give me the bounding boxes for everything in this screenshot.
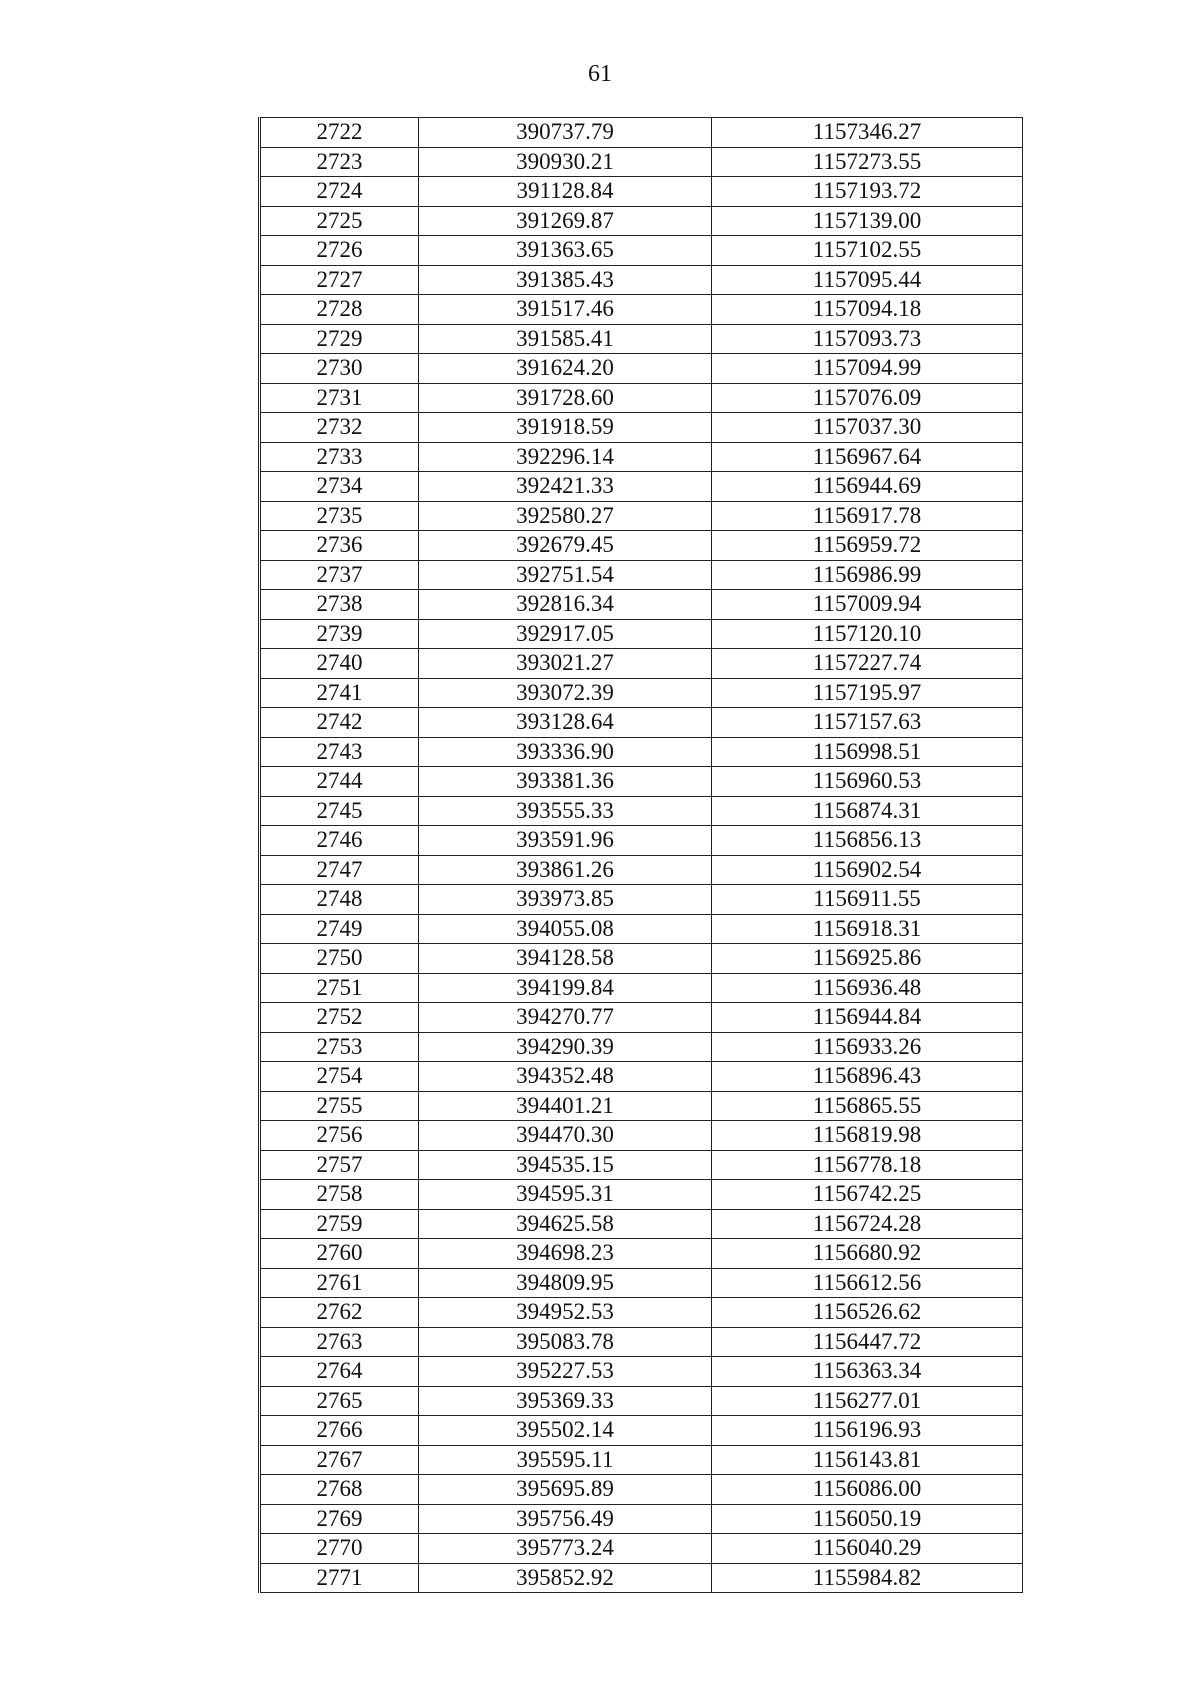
table-row [260, 236, 1023, 266]
y-coordinate-cell: 1156724.28 [712, 1209, 1023, 1239]
x-coordinate-cell: 392296.14 [419, 442, 712, 472]
y-coordinate-cell: 1156944.84 [712, 1003, 1023, 1033]
point-number-cell: 2764 [260, 1357, 419, 1387]
x-coordinate-cell: 392679.45 [419, 531, 712, 561]
table-row [260, 1003, 1023, 1033]
y-coordinate-cell: 1156680.92 [712, 1239, 1023, 1269]
table-row [260, 1209, 1023, 1239]
y-coordinate-cell: 1157273.55 [712, 147, 1023, 177]
y-coordinate-cell: 1156925.86 [712, 944, 1023, 974]
table-row [260, 324, 1023, 354]
x-coordinate-cell: 394199.84 [419, 973, 712, 1003]
y-coordinate-cell: 1156277.01 [712, 1386, 1023, 1416]
point-number-cell: 2734 [260, 472, 419, 502]
point-number-cell: 2730 [260, 354, 419, 384]
point-number-cell: 2759 [260, 1209, 419, 1239]
point-number-cell: 2742 [260, 708, 419, 738]
x-coordinate-cell: 390930.21 [419, 147, 712, 177]
y-coordinate-cell: 1156933.26 [712, 1032, 1023, 1062]
point-number-cell: 2743 [260, 737, 419, 767]
y-coordinate-cell: 1156944.69 [712, 472, 1023, 502]
x-coordinate-cell: 393021.27 [419, 649, 712, 679]
x-coordinate-cell: 394290.39 [419, 1032, 712, 1062]
point-number-cell: 2767 [260, 1445, 419, 1475]
table-row [260, 914, 1023, 944]
point-number-cell: 2750 [260, 944, 419, 974]
point-number-cell: 2752 [260, 1003, 419, 1033]
table-row [260, 1357, 1023, 1387]
x-coordinate-cell: 394470.30 [419, 1121, 712, 1151]
table-row [260, 1416, 1023, 1446]
y-coordinate-cell: 1157102.55 [712, 236, 1023, 266]
y-coordinate-cell: 1156612.56 [712, 1268, 1023, 1298]
table-row [260, 1121, 1023, 1151]
x-coordinate-cell: 391517.46 [419, 295, 712, 325]
table-row [260, 1268, 1023, 1298]
x-coordinate-cell: 392580.27 [419, 501, 712, 531]
point-number-cell: 2747 [260, 855, 419, 885]
x-coordinate-cell: 393861.26 [419, 855, 712, 885]
table-row [260, 1150, 1023, 1180]
x-coordinate-cell: 394128.58 [419, 944, 712, 974]
x-coordinate-cell: 395502.14 [419, 1416, 712, 1446]
point-number-cell: 2735 [260, 501, 419, 531]
x-coordinate-cell: 393973.85 [419, 885, 712, 915]
y-coordinate-cell: 1156363.34 [712, 1357, 1023, 1387]
table-row [260, 472, 1023, 502]
x-coordinate-cell: 391363.65 [419, 236, 712, 266]
point-number-cell: 2771 [260, 1563, 419, 1593]
point-number-cell: 2740 [260, 649, 419, 679]
point-number-cell: 2761 [260, 1268, 419, 1298]
x-coordinate-cell: 394952.53 [419, 1298, 712, 1328]
table-row [260, 1298, 1023, 1328]
point-number-cell: 2746 [260, 826, 419, 856]
x-coordinate-cell: 391918.59 [419, 413, 712, 443]
x-coordinate-cell: 395756.49 [419, 1504, 712, 1534]
x-coordinate-cell: 391269.87 [419, 206, 712, 236]
y-coordinate-cell: 1156998.51 [712, 737, 1023, 767]
y-coordinate-cell: 1156874.31 [712, 796, 1023, 826]
y-coordinate-cell: 1156967.64 [712, 442, 1023, 472]
x-coordinate-cell: 394535.15 [419, 1150, 712, 1180]
y-coordinate-cell: 1156918.31 [712, 914, 1023, 944]
point-number-cell: 2758 [260, 1180, 419, 1210]
point-number-cell: 2756 [260, 1121, 419, 1151]
x-coordinate-cell: 392816.34 [419, 590, 712, 620]
y-coordinate-cell: 1157346.27 [712, 118, 1023, 148]
table-row [260, 678, 1023, 708]
y-coordinate-cell: 1156040.29 [712, 1534, 1023, 1564]
y-coordinate-cell: 1156742.25 [712, 1180, 1023, 1210]
point-number-cell: 2748 [260, 885, 419, 915]
coordinates-table-body [260, 118, 1023, 1593]
table-row [260, 885, 1023, 915]
point-number-cell: 2732 [260, 413, 419, 443]
table-row [260, 619, 1023, 649]
y-coordinate-cell: 1156917.78 [712, 501, 1023, 531]
table-row [260, 649, 1023, 679]
y-coordinate-cell: 1157094.99 [712, 354, 1023, 384]
table-row [260, 560, 1023, 590]
point-number-cell: 2757 [260, 1150, 419, 1180]
y-coordinate-cell: 1156050.19 [712, 1504, 1023, 1534]
x-coordinate-cell: 391128.84 [419, 177, 712, 207]
table-row [260, 1504, 1023, 1534]
point-number-cell: 2755 [260, 1091, 419, 1121]
point-number-cell: 2770 [260, 1534, 419, 1564]
point-number-cell: 2765 [260, 1386, 419, 1416]
x-coordinate-cell: 395773.24 [419, 1534, 712, 1564]
table-row [260, 1091, 1023, 1121]
point-number-cell: 2744 [260, 767, 419, 797]
table-row [260, 442, 1023, 472]
x-coordinate-cell: 391585.41 [419, 324, 712, 354]
table-row [260, 796, 1023, 826]
table-row [260, 1563, 1023, 1593]
table-row [260, 1180, 1023, 1210]
table-row [260, 354, 1023, 384]
x-coordinate-cell: 394595.31 [419, 1180, 712, 1210]
x-coordinate-cell: 392751.54 [419, 560, 712, 590]
x-coordinate-cell: 393591.96 [419, 826, 712, 856]
point-number-cell: 2736 [260, 531, 419, 561]
x-coordinate-cell: 394270.77 [419, 1003, 712, 1033]
page-number: 61 [588, 61, 612, 87]
point-number-cell: 2733 [260, 442, 419, 472]
table-row [260, 413, 1023, 443]
y-coordinate-cell: 1156936.48 [712, 973, 1023, 1003]
y-coordinate-cell: 1157009.94 [712, 590, 1023, 620]
point-number-cell: 2724 [260, 177, 419, 207]
table-row [260, 1032, 1023, 1062]
y-coordinate-cell: 1156143.81 [712, 1445, 1023, 1475]
y-coordinate-cell: 1157227.74 [712, 649, 1023, 679]
y-coordinate-cell: 1156896.43 [712, 1062, 1023, 1092]
x-coordinate-cell: 392917.05 [419, 619, 712, 649]
table-row [260, 1386, 1023, 1416]
table-row [260, 1534, 1023, 1564]
table-row [260, 590, 1023, 620]
table-row [260, 206, 1023, 236]
y-coordinate-cell: 1156856.13 [712, 826, 1023, 856]
x-coordinate-cell: 390737.79 [419, 118, 712, 148]
y-coordinate-cell: 1157094.18 [712, 295, 1023, 325]
coordinates-table [258, 117, 1023, 1593]
table-row [260, 1062, 1023, 1092]
x-coordinate-cell: 394809.95 [419, 1268, 712, 1298]
y-coordinate-cell: 1156086.00 [712, 1475, 1023, 1505]
table-row [260, 855, 1023, 885]
point-number-cell: 2738 [260, 590, 419, 620]
x-coordinate-cell: 395369.33 [419, 1386, 712, 1416]
table-row [260, 1327, 1023, 1357]
x-coordinate-cell: 395695.89 [419, 1475, 712, 1505]
point-number-cell: 2726 [260, 236, 419, 266]
point-number-cell: 2729 [260, 324, 419, 354]
y-coordinate-cell: 1156196.93 [712, 1416, 1023, 1446]
y-coordinate-cell: 1156865.55 [712, 1091, 1023, 1121]
point-number-cell: 2725 [260, 206, 419, 236]
y-coordinate-cell: 1156960.53 [712, 767, 1023, 797]
x-coordinate-cell: 393336.90 [419, 737, 712, 767]
table-row [260, 1445, 1023, 1475]
point-number-cell: 2769 [260, 1504, 419, 1534]
point-number-cell: 2766 [260, 1416, 419, 1446]
table-row [260, 531, 1023, 561]
table-row [260, 767, 1023, 797]
y-coordinate-cell: 1156819.98 [712, 1121, 1023, 1151]
x-coordinate-cell: 391385.43 [419, 265, 712, 295]
y-coordinate-cell: 1155984.82 [712, 1563, 1023, 1593]
y-coordinate-cell: 1157037.30 [712, 413, 1023, 443]
y-coordinate-cell: 1156959.72 [712, 531, 1023, 561]
x-coordinate-cell: 391728.60 [419, 383, 712, 413]
y-coordinate-cell: 1156526.62 [712, 1298, 1023, 1328]
point-number-cell: 2762 [260, 1298, 419, 1328]
point-number-cell: 2753 [260, 1032, 419, 1062]
table-row [260, 737, 1023, 767]
y-coordinate-cell: 1156986.99 [712, 560, 1023, 590]
point-number-cell: 2745 [260, 796, 419, 826]
y-coordinate-cell: 1156902.54 [712, 855, 1023, 885]
y-coordinate-cell: 1157095.44 [712, 265, 1023, 295]
x-coordinate-cell: 393381.36 [419, 767, 712, 797]
point-number-cell: 2760 [260, 1239, 419, 1269]
x-coordinate-cell: 394401.21 [419, 1091, 712, 1121]
table-row [260, 973, 1023, 1003]
y-coordinate-cell: 1156911.55 [712, 885, 1023, 915]
y-coordinate-cell: 1157157.63 [712, 708, 1023, 738]
point-number-cell: 2768 [260, 1475, 419, 1505]
point-number-cell: 2727 [260, 265, 419, 295]
table-row [260, 383, 1023, 413]
point-number-cell: 2763 [260, 1327, 419, 1357]
table-row [260, 1239, 1023, 1269]
point-number-cell: 2749 [260, 914, 419, 944]
x-coordinate-cell: 395852.92 [419, 1563, 712, 1593]
table-row [260, 147, 1023, 177]
point-number-cell: 2737 [260, 560, 419, 590]
table-row [260, 944, 1023, 974]
x-coordinate-cell: 393555.33 [419, 796, 712, 826]
y-coordinate-cell: 1157076.09 [712, 383, 1023, 413]
table-row [260, 501, 1023, 531]
y-coordinate-cell: 1157139.00 [712, 206, 1023, 236]
point-number-cell: 2739 [260, 619, 419, 649]
x-coordinate-cell: 393128.64 [419, 708, 712, 738]
table-row [260, 708, 1023, 738]
point-number-cell: 2741 [260, 678, 419, 708]
table-row [260, 177, 1023, 207]
x-coordinate-cell: 395595.11 [419, 1445, 712, 1475]
y-coordinate-cell: 1156447.72 [712, 1327, 1023, 1357]
point-number-cell: 2751 [260, 973, 419, 1003]
x-coordinate-cell: 395083.78 [419, 1327, 712, 1357]
x-coordinate-cell: 394055.08 [419, 914, 712, 944]
y-coordinate-cell: 1157193.72 [712, 177, 1023, 207]
point-number-cell: 2723 [260, 147, 419, 177]
point-number-cell: 2731 [260, 383, 419, 413]
point-number-cell: 2754 [260, 1062, 419, 1092]
x-coordinate-cell: 392421.33 [419, 472, 712, 502]
y-coordinate-cell: 1156778.18 [712, 1150, 1023, 1180]
x-coordinate-cell: 395227.53 [419, 1357, 712, 1387]
x-coordinate-cell: 394698.23 [419, 1239, 712, 1269]
table-row [260, 826, 1023, 856]
table-row [260, 265, 1023, 295]
x-coordinate-cell: 394625.58 [419, 1209, 712, 1239]
y-coordinate-cell: 1157093.73 [712, 324, 1023, 354]
point-number-cell: 2722 [260, 118, 419, 148]
table-row [260, 1475, 1023, 1505]
table-row [260, 295, 1023, 325]
x-coordinate-cell: 391624.20 [419, 354, 712, 384]
y-coordinate-cell: 1157195.97 [712, 678, 1023, 708]
table-row [260, 118, 1023, 148]
point-number-cell: 2728 [260, 295, 419, 325]
x-coordinate-cell: 394352.48 [419, 1062, 712, 1092]
x-coordinate-cell: 393072.39 [419, 678, 712, 708]
y-coordinate-cell: 1157120.10 [712, 619, 1023, 649]
